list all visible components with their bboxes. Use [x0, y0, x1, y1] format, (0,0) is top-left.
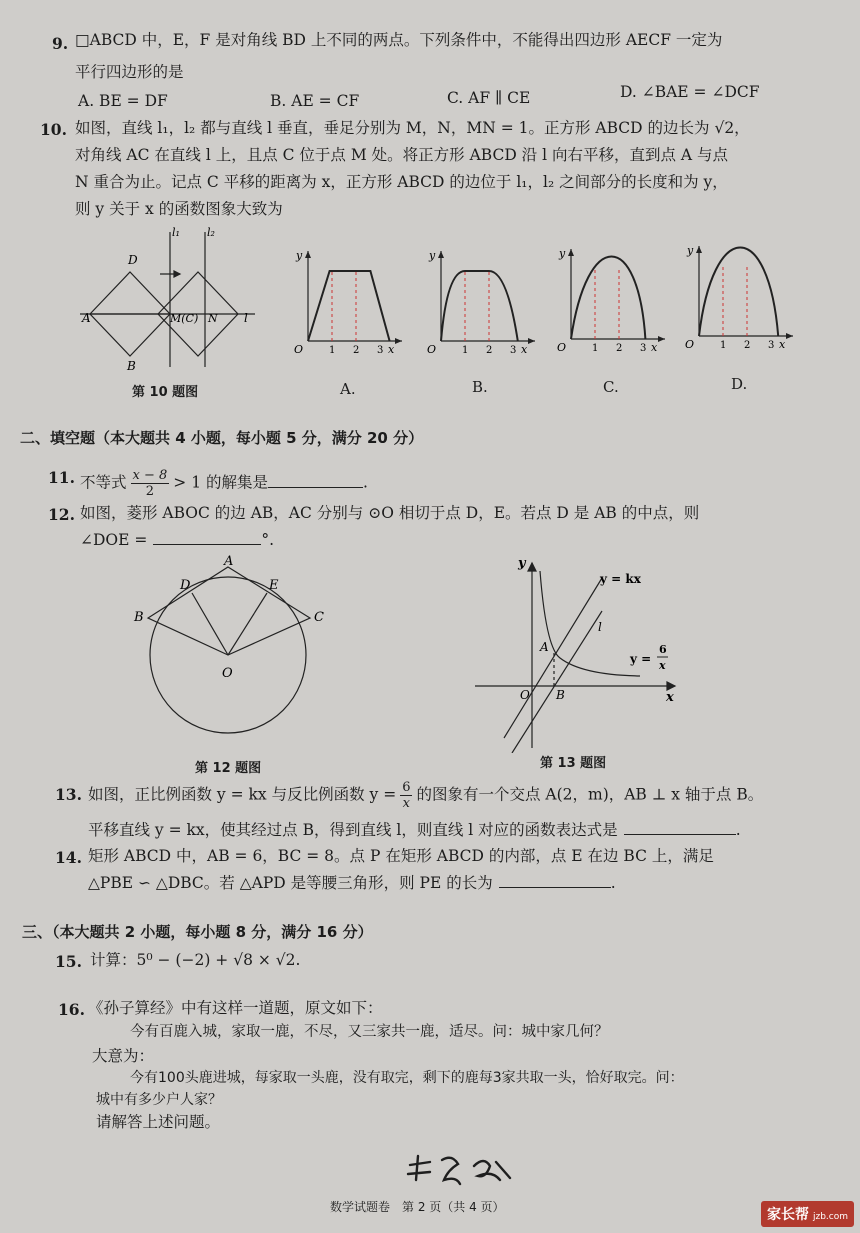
q16-line5: 城中有多少户人家？ [96, 1092, 222, 1108]
q10-line3: N 重合为止。记点 C 平移的距离为 x，正方形 ABCD 的边位于 l₁，l₂ 之间部分的长度和为 y， [75, 173, 728, 191]
q16-line4: 今有100头鹿进城，每家取一头鹿，没有取完，剩下的鹿每3家共取一头，恰好取完。问： [130, 1070, 684, 1086]
tick-3: 3 [640, 343, 647, 354]
q11-text [80, 468, 368, 499]
section2-title: 二、填空题（本大题共 4 小题，每小题 5 分，满分 20 分） [20, 429, 424, 447]
fig10-caption: 第 10 题图 [132, 385, 199, 400]
label-origin: O [557, 341, 567, 354]
q11-answer-blank[interactable] [268, 473, 363, 488]
label-origin: O [685, 338, 695, 351]
fig13-label-o: O [520, 688, 530, 702]
fig13-diagram [470, 553, 690, 753]
fig12-label-a: A [224, 555, 234, 569]
q11-post: > 1 的解集是 [173, 473, 268, 492]
graph-option-d: D. [731, 375, 748, 393]
q12-end: °. [261, 531, 275, 549]
q15-text: 计算：5⁰ − (−2) + √8 × √2. [90, 951, 301, 969]
q9-option-c: C. AF ∥ CE [447, 89, 531, 107]
q13-frac-num: 6 [402, 780, 411, 795]
q13-fraction [400, 780, 412, 811]
handwritten-signature [400, 1150, 520, 1195]
q13-end: . [735, 821, 741, 839]
tick-2: 2 [353, 345, 360, 356]
q10-line4: 则 y 关于 x 的函数图象大致为 [75, 200, 283, 218]
q16-line3: 大意为： [92, 1047, 155, 1065]
fig13-label-a: A [540, 640, 549, 654]
label-x: x [521, 343, 528, 356]
q9-option-b: B. AE = CF [270, 92, 360, 110]
line-y-kx [504, 578, 602, 738]
label-y: y [687, 244, 694, 257]
fig10-label-n: N [208, 312, 218, 325]
graph-curve [441, 271, 518, 341]
tick-1: 1 [592, 343, 599, 354]
graph-c [555, 241, 670, 356]
q12-number: 12. [48, 505, 75, 524]
q9-number: 9. [52, 34, 69, 53]
watermark-badge [761, 1201, 854, 1227]
q13-frac-den: x [402, 796, 410, 811]
q14-answer-blank[interactable] [499, 873, 611, 888]
fig12-label-b: B [134, 610, 144, 625]
tick-3: 3 [510, 345, 517, 356]
q11-frac-num: x − 8 [132, 468, 168, 483]
tick-1: 1 [462, 345, 469, 356]
fig13-label-y: y [518, 556, 526, 571]
fig10-label-b: B [127, 359, 136, 372]
q9-line1: □ABCD 中，E，F 是对角线 BD 上不同的两点。下列条件中，不能得出四边形 AECF 一定为 [75, 31, 723, 49]
q11-fraction [131, 468, 170, 499]
tick-2: 2 [486, 345, 493, 356]
q16-number: 16. [58, 1000, 85, 1019]
fig13-label-six: 6 [659, 643, 667, 656]
fig13-label-l: l [598, 620, 602, 634]
q12-line1: 如图，菱形 ABOC 的边 AB，AC 分别与 ⊙O 相切于点 D，E。若点 D 是 AB 的中点，则 [80, 504, 700, 522]
fig13-label-x-den: x [659, 659, 666, 672]
hyperbola-6-over-x [540, 571, 640, 676]
line-l-shifted [512, 611, 602, 753]
fig10-diagram [80, 222, 260, 372]
fig10-label-a: A [82, 311, 91, 325]
fig13-caption: 第 13 题图 [540, 756, 607, 771]
q12-answer-blank[interactable] [153, 530, 261, 545]
graph-b [425, 243, 540, 358]
label-origin: O [427, 343, 437, 356]
q9-line2: 平行四边形的是 [75, 63, 184, 81]
section3-title: 三、（本大题共 2 小题，每小题 8 分，满分 16 分） [22, 923, 373, 941]
tick-3: 3 [768, 340, 775, 351]
q13-pre: 如图，正比例函数 y = kx 与反比例函数 y = [88, 785, 397, 804]
q11-end: . [363, 473, 368, 492]
q9-option-a: A. BE = DF [78, 92, 168, 110]
q13-post: 的图象有一个交点 A(2，m)，AB ⊥ x 轴于点 B。 [416, 785, 764, 804]
fig12-diagram [130, 555, 330, 745]
q10-line2: 对角线 AC 在直线 l 上，且点 C 位于点 M 处。将正方形 ABCD 沿 l 向右平移，直到点 A 与点 [75, 146, 729, 164]
rhombus-aboc [148, 567, 310, 655]
tick-3: 3 [377, 345, 384, 356]
q14-line2-text: △PBE ∽ △DBC。若 △APD 是等腰三角形，则 PE 的长为 [88, 874, 493, 892]
q16-line1: 《孙子算经》中有这样一道题，原文如下： [88, 999, 383, 1017]
tick-1: 1 [720, 340, 727, 351]
label-x: x [779, 338, 786, 351]
fig12-label-o: O [222, 666, 233, 681]
q11-frac-den: 2 [145, 484, 155, 499]
graph-curve [699, 248, 778, 337]
q14-line1: 矩形 ABCD 中，AB = 6，BC = 8。点 P 在矩形 ABCD 的内部，点 E 在边 BC 上，满足 [88, 847, 714, 865]
fig13-label-ykx: y = kx [600, 572, 641, 586]
fig12-label-e: E [269, 578, 279, 593]
q14-end: . [610, 874, 616, 892]
label-y: y [296, 249, 303, 262]
graph-option-c: C. [603, 378, 619, 396]
q9-option-d: D. ∠BAE = ∠DCF [620, 83, 760, 101]
page-footer: 数学试题卷 第 2 页（共 4 页） [330, 1200, 505, 1214]
watermark-site: jzb.com [812, 1212, 848, 1222]
q12-line2 [80, 530, 274, 550]
tick-1: 1 [329, 345, 336, 356]
q14-line2 [88, 873, 616, 893]
q16-line6: 请解答上述问题。 [96, 1113, 221, 1131]
fig12-caption: 第 12 题图 [195, 761, 262, 776]
fig10-label-l1: l₁ [172, 226, 180, 239]
label-x: x [651, 341, 658, 354]
graph-option-a: A. [340, 380, 356, 398]
fig13-label-b: B [556, 688, 565, 702]
tick-2: 2 [616, 343, 623, 354]
graph-d [683, 238, 798, 353]
segment-od [192, 593, 228, 655]
q10-line1: 如图，直线 l₁，l₂ 都与直线 l 垂直，垂足分别为 M，N，MN = 1。正方形 ABCD 的边长为 √2， [75, 119, 750, 137]
q11-number: 11. [48, 468, 75, 487]
q13-line2 [88, 820, 741, 840]
graph-curve [308, 271, 390, 341]
label-x: x [388, 343, 395, 356]
label-y: y [429, 249, 436, 262]
fig13-label-x: x [666, 690, 674, 705]
q16-line2: 今有百鹿入城，家取一鹿，不尽，又三家共一鹿，适尽。问：城中家几何？ [130, 1024, 609, 1040]
q13-line1 [88, 780, 763, 811]
q11-pre: 不等式 [80, 473, 127, 492]
label-origin: O [294, 343, 304, 356]
fig12-label-c: C [314, 610, 324, 625]
q13-number: 13. [55, 785, 82, 804]
graph-curve [571, 257, 645, 340]
tick-2: 2 [744, 340, 751, 351]
fig10-label-l2: l₂ [207, 226, 215, 239]
graph-option-b: B. [472, 378, 488, 396]
fig10-label-d: D [128, 253, 138, 267]
q15-number: 15. [55, 952, 82, 971]
fig10-label-l: l [244, 311, 248, 325]
graph-a [292, 243, 407, 358]
label-y: y [559, 247, 566, 260]
fig13-label-y-eq: y = [630, 652, 652, 666]
fig10-label-mc: M(C) [170, 312, 199, 325]
fig12-label-d: D [180, 578, 191, 593]
q10-number: 10. [40, 120, 67, 139]
q12-line2-text: ∠DOE = [80, 531, 148, 549]
q13-answer-blank[interactable] [624, 820, 736, 835]
q14-number: 14. [55, 848, 82, 867]
q13-line2-text: 平移直线 y = kx，使其经过点 B，得到直线 l，则直线 l 对应的函数表达式是 [88, 821, 618, 839]
watermark-name: 家长帮 [766, 1207, 809, 1223]
